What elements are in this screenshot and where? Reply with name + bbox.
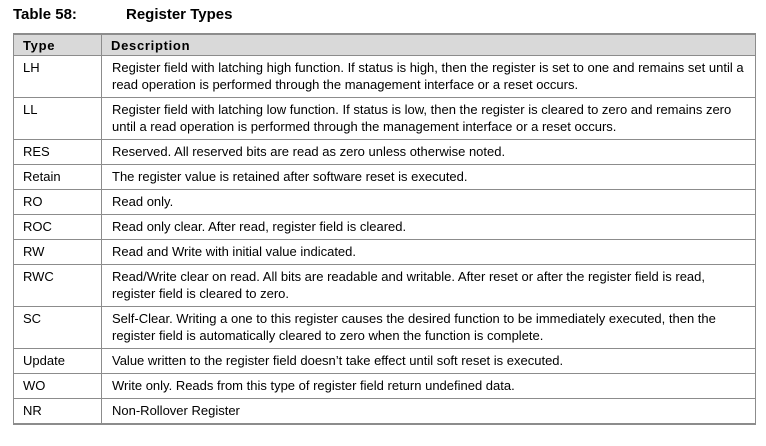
table-row [14, 55, 756, 97]
table-row [14, 189, 756, 214]
register-description-cell: Read/Write clear on read. All bits are readable and writable. After reset or after the register field is read, register field is cleared to zero. [102, 264, 756, 306]
table-number: Table 58: [13, 6, 77, 23]
header-row [14, 34, 756, 55]
table-row [14, 97, 756, 139]
register-description-cell: Register field with latching high function. If status is high, then the register is set to one and remains set until a read operation is performed through the management interface or a reset occurs. [102, 55, 756, 97]
register-type-cell: LL [14, 97, 102, 139]
register-type-cell: Retain [14, 164, 102, 189]
table-row [14, 373, 756, 398]
register-type-cell: RO [14, 189, 102, 214]
register-description-cell: Non-Rollover Register [102, 398, 756, 424]
table-caption [13, 6, 232, 23]
register-description-cell: Register field with latching low function. If status is low, then the register is cleared to zero and remains zero until a read operation is performed through the management interface or a reset occurs. [102, 97, 756, 139]
register-description-cell: Read and Write with initial value indicated. [102, 239, 756, 264]
register-description-cell: Self-Clear. Writing a one to this register causes the desired function to be immediately executed, then the register field is automatically cleared to zero when the function is complete. [102, 306, 756, 348]
table-row [14, 348, 756, 373]
register-type-cell: LH [14, 55, 102, 97]
register-types-table [13, 33, 756, 425]
register-type-cell: ROC [14, 214, 102, 239]
register-type-cell: NR [14, 398, 102, 424]
table-row [14, 264, 756, 306]
table-row [14, 398, 756, 424]
register-description-cell: Write only. Reads from this type of register field return undefined data. [102, 373, 756, 398]
register-description-cell: The register value is retained after software reset is executed. [102, 164, 756, 189]
register-description-cell: Value written to the register field doesn’t take effect until soft reset is executed. [102, 348, 756, 373]
table-row [14, 239, 756, 264]
register-description-cell: Read only clear. After read, register field is cleared. [102, 214, 756, 239]
register-description-cell: Reserved. All reserved bits are read as zero unless otherwise noted. [102, 139, 756, 164]
column-header-description: Description [102, 34, 756, 55]
register-type-cell: Update [14, 348, 102, 373]
table-row [14, 214, 756, 239]
column-header-type: Type [14, 34, 102, 55]
table-row [14, 164, 756, 189]
register-type-cell: WO [14, 373, 102, 398]
table-title: Register Types [126, 6, 233, 23]
table-row [14, 139, 756, 164]
register-type-cell: SC [14, 306, 102, 348]
table-row [14, 306, 756, 348]
register-type-cell: RW [14, 239, 102, 264]
register-type-cell: RES [14, 139, 102, 164]
register-type-cell: RWC [14, 264, 102, 306]
register-description-cell: Read only. [102, 189, 756, 214]
